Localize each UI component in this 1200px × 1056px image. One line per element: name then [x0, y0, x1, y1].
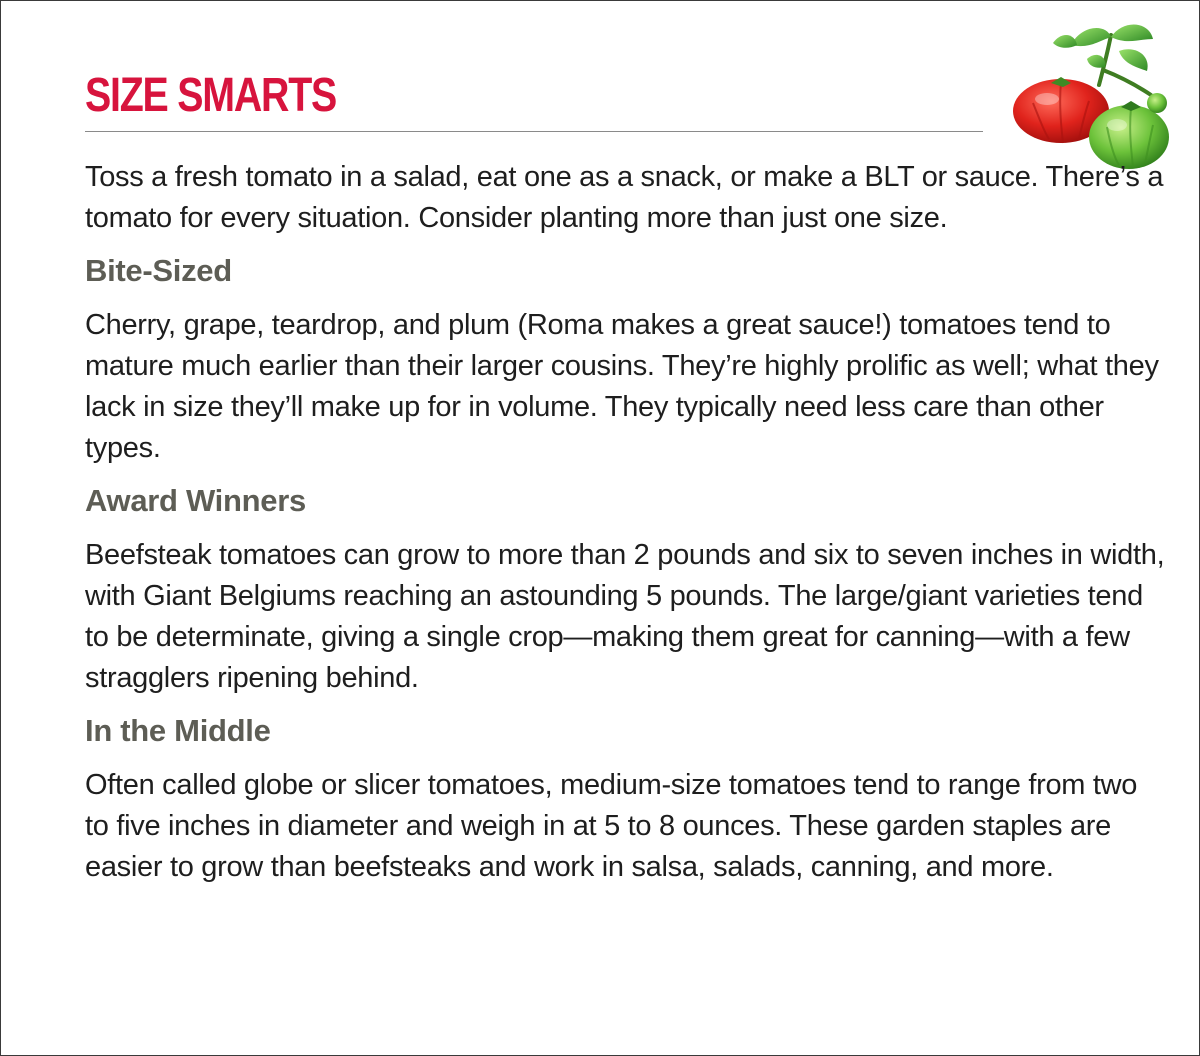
intro-paragraph: Toss a fresh tomato in a salad, eat one as a snack, or make a BLT or sauce. There’s a tomato for every situation. Consider planting more than just one size.	[85, 161, 1164, 234]
section-body-bite-sized: Cherry, grape, teardrop, and plum (Roma makes a great sauce!) tomatoes tend to mature much earlier than their larger cousins. They’re highly prolific as well; what they lack in size they’ll make up for in volume. They typically need less care than other types.	[85, 309, 1159, 464]
section-body-in-the-middle: Often called globe or slicer tomatoes, medium-size tomatoes tend to range from two to five inches in diameter and weigh in at 5 to 8 ounces. These garden staples are easier to grow than beefsteaks and work in salsa, salads, canning, and more.	[85, 769, 1138, 883]
section-heading-award-winners: Award Winners	[85, 483, 306, 518]
title-divider	[85, 131, 983, 132]
section-heading-bite-sized: Bite-Sized	[85, 253, 232, 288]
section-heading-in-the-middle: In the Middle	[85, 713, 271, 748]
box-content	[85, 157, 1165, 900]
tomato-illustration-icon	[1011, 15, 1186, 175]
section-body-award-winners: Beefsteak tomatoes can grow to more than 2 pounds and six to seven inches in width, with Giant Belgiums reaching an astounding 5 pounds. The large/giant varieties tend to be determinate, giving a single crop—making them great for canning—with a few stragglers ripening behind.	[85, 539, 1165, 694]
box-title: SIZE SMARTS	[85, 69, 337, 122]
